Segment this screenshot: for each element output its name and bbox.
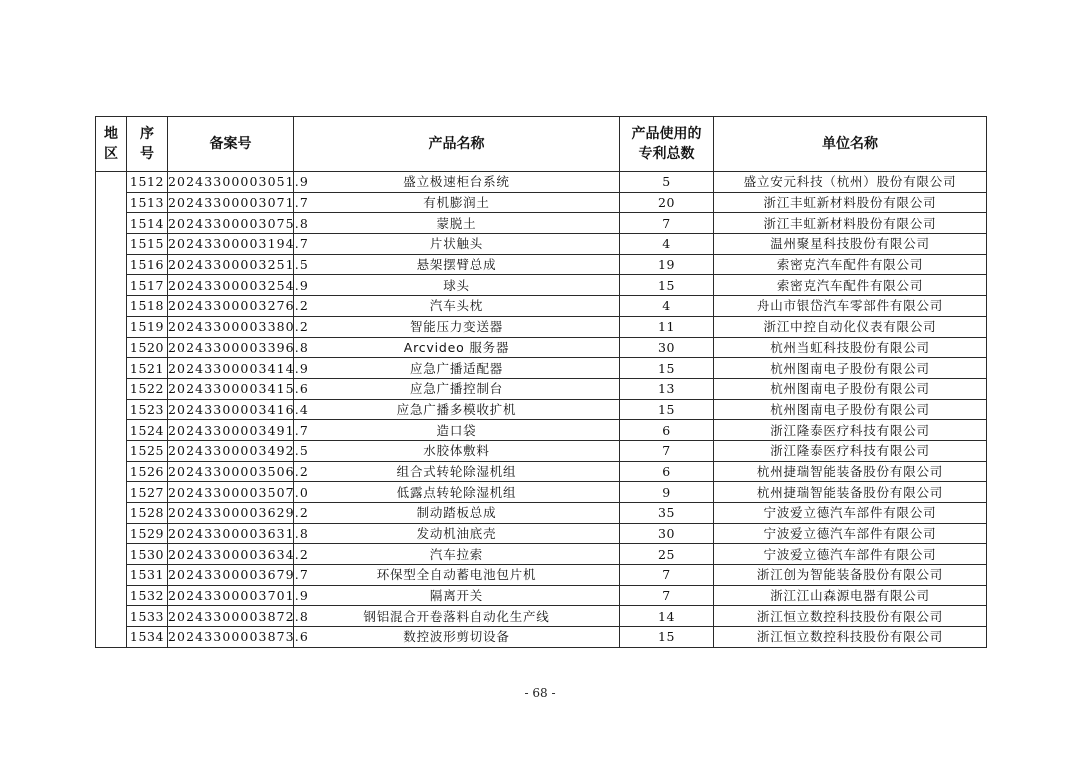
table-row	[96, 461, 987, 482]
patent-count-cell: 35	[620, 503, 714, 524]
product-name-cell: 汽车头枕	[294, 296, 620, 317]
company-cell: 浙江丰虹新材料股份有限公司	[714, 213, 987, 234]
company-cell: 宁波爱立德汽车部件有限公司	[714, 544, 987, 565]
patent-count-cell: 7	[620, 440, 714, 461]
product-name-cell: 应急广播控制台	[294, 378, 620, 399]
seq-cell: 1521	[127, 358, 168, 379]
patent-count-cell: 15	[620, 275, 714, 296]
company-cell: 舟山市银岱汽车零部件有限公司	[714, 296, 987, 317]
table-row	[96, 275, 987, 296]
seq-cell: 1526	[127, 461, 168, 482]
header-region: 地区	[96, 117, 127, 172]
seq-cell: 1517	[127, 275, 168, 296]
record-no-cell: 20243300003396.8	[168, 337, 294, 358]
table-row	[96, 358, 987, 379]
product-name-cell: 环保型全自动蓄电池包片机	[294, 565, 620, 586]
record-no-cell: 20243300003507.0	[168, 482, 294, 503]
patent-count-cell: 7	[620, 585, 714, 606]
product-name-cell: 汽车拉索	[294, 544, 620, 565]
patent-count-cell: 14	[620, 606, 714, 627]
seq-cell: 1531	[127, 565, 168, 586]
product-name-cell: 组合式转轮除湿机组	[294, 461, 620, 482]
table-row	[96, 523, 987, 544]
table-row	[96, 213, 987, 234]
company-cell: 盛立安元科技（杭州）股份有限公司	[714, 172, 987, 193]
company-cell: 浙江恒立数控科技股份有限公司	[714, 627, 987, 648]
patent-count-cell: 4	[620, 296, 714, 317]
record-no-cell: 20243300003629.2	[168, 503, 294, 524]
record-no-cell: 20243300003414.9	[168, 358, 294, 379]
company-cell: 索密克汽车配件有限公司	[714, 275, 987, 296]
company-cell: 浙江丰虹新材料股份有限公司	[714, 192, 987, 213]
product-name-cell: Arcvideo 服务器	[294, 337, 620, 358]
table-row	[96, 585, 987, 606]
patent-count-cell: 6	[620, 420, 714, 441]
product-name-cell: 水胶体敷料	[294, 440, 620, 461]
seq-cell: 1522	[127, 378, 168, 399]
product-name-cell: 球头	[294, 275, 620, 296]
patent-count-cell: 15	[620, 399, 714, 420]
table-body	[96, 172, 987, 648]
record-no-cell: 20243300003251.5	[168, 254, 294, 275]
patent-count-cell: 5	[620, 172, 714, 193]
table-row	[96, 482, 987, 503]
seq-cell: 1512	[127, 172, 168, 193]
seq-cell: 1524	[127, 420, 168, 441]
company-cell: 索密克汽车配件有限公司	[714, 254, 987, 275]
seq-cell: 1530	[127, 544, 168, 565]
header-patent-count: 产品使用的专利总数	[620, 117, 714, 172]
product-name-cell: 低露点转轮除湿机组	[294, 482, 620, 503]
company-cell: 宁波爱立德汽车部件有限公司	[714, 503, 987, 524]
patent-count-cell: 15	[620, 627, 714, 648]
company-cell: 杭州图南电子股份有限公司	[714, 378, 987, 399]
header-seq: 序号	[127, 117, 168, 172]
patent-count-cell: 20	[620, 192, 714, 213]
patent-count-cell: 30	[620, 523, 714, 544]
company-cell: 杭州捷瑞智能装备股份有限公司	[714, 482, 987, 503]
product-name-cell: 蒙脱土	[294, 213, 620, 234]
seq-cell: 1516	[127, 254, 168, 275]
table-row	[96, 399, 987, 420]
header-product-name: 产品名称	[294, 117, 620, 172]
patent-count-cell: 13	[620, 378, 714, 399]
table-row	[96, 172, 987, 193]
table-row	[96, 420, 987, 441]
record-no-cell: 20243300003071.7	[168, 192, 294, 213]
table-row	[96, 234, 987, 255]
seq-cell: 1518	[127, 296, 168, 317]
patent-count-cell: 11	[620, 316, 714, 337]
product-name-cell: 智能压力变送器	[294, 316, 620, 337]
product-name-cell: 盛立极速柜台系统	[294, 172, 620, 193]
company-cell: 浙江恒立数控科技股份有限公司	[714, 606, 987, 627]
region-cell	[96, 172, 127, 648]
record-no-cell: 20243300003491.7	[168, 420, 294, 441]
table-row	[96, 565, 987, 586]
seq-cell: 1523	[127, 399, 168, 420]
product-name-cell: 悬架摆臂总成	[294, 254, 620, 275]
header-row	[96, 117, 987, 172]
company-cell: 浙江创为智能装备股份有限公司	[714, 565, 987, 586]
patent-count-cell: 4	[620, 234, 714, 255]
table-row	[96, 192, 987, 213]
record-no-cell: 20243300003872.8	[168, 606, 294, 627]
product-name-cell: 片状触头	[294, 234, 620, 255]
table-row	[96, 316, 987, 337]
seq-cell: 1534	[127, 627, 168, 648]
company-cell: 杭州捷瑞智能装备股份有限公司	[714, 461, 987, 482]
seq-cell: 1515	[127, 234, 168, 255]
company-cell: 杭州当虹科技股份有限公司	[714, 337, 987, 358]
company-cell: 浙江中控自动化仪表有限公司	[714, 316, 987, 337]
company-cell: 杭州图南电子股份有限公司	[714, 399, 987, 420]
seq-cell: 1527	[127, 482, 168, 503]
seq-cell: 1514	[127, 213, 168, 234]
record-no-cell: 20243300003051.9	[168, 172, 294, 193]
table-row	[96, 254, 987, 275]
seq-cell: 1532	[127, 585, 168, 606]
product-name-cell: 发动机油底壳	[294, 523, 620, 544]
product-name-cell: 有机膨润土	[294, 192, 620, 213]
seq-cell: 1528	[127, 503, 168, 524]
table-row	[96, 503, 987, 524]
seq-cell: 1533	[127, 606, 168, 627]
company-cell: 杭州图南电子股份有限公司	[714, 358, 987, 379]
patent-product-table	[95, 116, 987, 648]
company-cell: 宁波爱立德汽车部件有限公司	[714, 523, 987, 544]
record-no-cell: 20243300003416.4	[168, 399, 294, 420]
seq-cell: 1525	[127, 440, 168, 461]
product-name-cell: 应急广播适配器	[294, 358, 620, 379]
company-cell: 浙江隆泰医疗科技有限公司	[714, 440, 987, 461]
record-no-cell: 20243300003631.8	[168, 523, 294, 544]
product-name-cell: 钢铝混合开卷落料自动化生产线	[294, 606, 620, 627]
seq-cell: 1529	[127, 523, 168, 544]
table-row	[96, 627, 987, 648]
table-header	[96, 117, 987, 172]
seq-cell: 1513	[127, 192, 168, 213]
patent-count-cell: 7	[620, 565, 714, 586]
record-no-cell: 20243300003679.7	[168, 565, 294, 586]
page-number: - 68 -	[524, 686, 556, 700]
table-row	[96, 378, 987, 399]
record-no-cell: 20243300003506.2	[168, 461, 294, 482]
company-cell: 浙江隆泰医疗科技有限公司	[714, 420, 987, 441]
patent-count-cell: 6	[620, 461, 714, 482]
record-no-cell: 20243300003276.2	[168, 296, 294, 317]
table-row	[96, 337, 987, 358]
table-row	[96, 296, 987, 317]
patent-count-cell: 30	[620, 337, 714, 358]
patent-count-cell: 9	[620, 482, 714, 503]
seq-cell: 1520	[127, 337, 168, 358]
record-no-cell: 20243300003492.5	[168, 440, 294, 461]
product-name-cell: 应急广播多模收扩机	[294, 399, 620, 420]
seq-cell: 1519	[127, 316, 168, 337]
table-row	[96, 606, 987, 627]
record-no-cell: 20243300003873.6	[168, 627, 294, 648]
record-no-cell: 20243300003415.6	[168, 378, 294, 399]
header-record-no: 备案号	[168, 117, 294, 172]
record-no-cell: 20243300003254.9	[168, 275, 294, 296]
patent-count-cell: 7	[620, 213, 714, 234]
product-name-cell: 造口袋	[294, 420, 620, 441]
table-row	[96, 440, 987, 461]
table-row	[96, 544, 987, 565]
company-cell: 温州聚星科技股份有限公司	[714, 234, 987, 255]
record-no-cell: 20243300003634.2	[168, 544, 294, 565]
header-company: 单位名称	[714, 117, 987, 172]
record-no-cell: 20243300003380.2	[168, 316, 294, 337]
patent-count-cell: 19	[620, 254, 714, 275]
product-name-cell: 数控波形剪切设备	[294, 627, 620, 648]
product-name-cell: 隔离开关	[294, 585, 620, 606]
patent-count-cell: 25	[620, 544, 714, 565]
company-cell: 浙江江山森源电器有限公司	[714, 585, 987, 606]
record-no-cell: 20243300003075.8	[168, 213, 294, 234]
record-no-cell: 20243300003194.7	[168, 234, 294, 255]
record-no-cell: 20243300003701.9	[168, 585, 294, 606]
product-name-cell: 制动踏板总成	[294, 503, 620, 524]
patent-count-cell: 15	[620, 358, 714, 379]
